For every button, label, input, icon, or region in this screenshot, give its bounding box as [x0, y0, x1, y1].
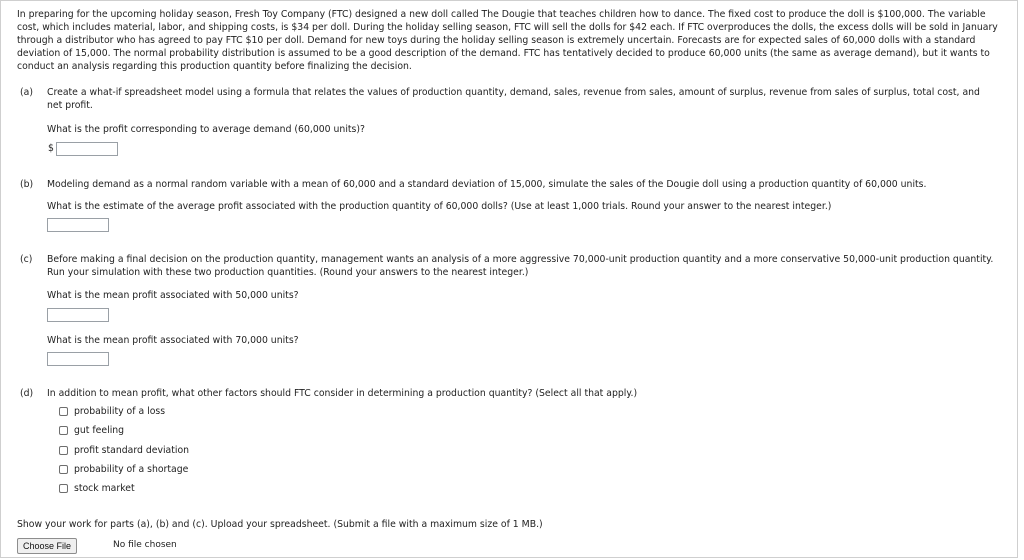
part-c-question-50000: What is the mean profit associated with 50,000 units?: [47, 290, 299, 301]
part-c: [20, 253, 1005, 279]
part-a-answer-input[interactable]: [56, 142, 118, 156]
upload-instructions: Show your work for parts (a), (b) and (c). Upload your spreadsheet. (Submit a file with a maximum size of 1 MB.): [17, 519, 543, 530]
part-d: [20, 387, 995, 400]
part-a-question: What is the profit corresponding to average demand (60,000 units)?: [47, 124, 365, 135]
part-a: [20, 86, 995, 112]
choose-file-button[interactable]: Choose File: [17, 538, 77, 554]
option-label: stock market: [74, 483, 135, 494]
currency-symbol: $: [48, 143, 54, 154]
checkbox[interactable]: [59, 484, 68, 493]
option-gut-feeling[interactable]: [59, 424, 124, 437]
part-c-text: Before making a final decision on the production quantity, management wants an analysis of a more aggressive 70,000-unit production quantity and a more conservative 50,000-unit production quantity. Run your simulation with these two production quantities. (Round your answers to the nearest integer.): [47, 254, 994, 278]
checkbox[interactable]: [59, 426, 68, 435]
part-c-answer-70000-input[interactable]: [47, 352, 109, 366]
part-d-letter: (d): [20, 388, 34, 399]
option-probability-of-loss[interactable]: [59, 405, 165, 418]
option-probability-of-shortage[interactable]: [59, 463, 188, 476]
option-label: profit standard deviation: [74, 445, 190, 456]
part-d-text: In addition to mean profit, what other factors should FTC consider in determining a production quantity? (Select all that apply.): [47, 388, 638, 399]
part-b-letter: (b): [20, 179, 34, 190]
part-b-text: Modeling demand as a normal random variable with a mean of 60,000 and a standard deviation of 15,000, simulate the sales of the Dougie doll using a production quantity of 60,000 units.: [47, 179, 927, 190]
checkbox[interactable]: [59, 446, 68, 455]
checkbox[interactable]: [59, 407, 68, 416]
part-b-answer-input[interactable]: [47, 218, 109, 232]
option-label: gut feeling: [74, 425, 125, 436]
option-label: probability of a loss: [74, 406, 166, 417]
option-profit-standard-deviation[interactable]: [59, 444, 189, 457]
part-c-question-70000: What is the mean profit associated with 70,000 units?: [47, 335, 299, 346]
option-stock-market[interactable]: [59, 482, 135, 495]
problem-statement: In preparing for the upcoming holiday season, Fresh Toy Company (FTC) designed a new doll called The Dougie that teaches children how to dance. The fixed cost to produce the doll is $100,000. The variable cost, which includes material, labor, and shipping costs, is $34 per doll. During the holiday selling season, FTC will sell the dolls for $42 each. If FTC overproduces the dolls, the excess dolls will be sold in January through a distributor who has agreed to pay FTC $10 per doll. Demand for new toys during the holiday selling season is extremely uncertain. Forecasts are for expected sales of 60,000 dolls with a standard deviation of 15,000. The normal probability distribution is assumed to be a good description of the demand. FTC has tentatively decided to produce 60,000 units (the same as average demand), but it wants to conduct an analysis regarding this production quantity before finalizing the decision.: [17, 9, 998, 72]
part-c-answer-50000-input[interactable]: [47, 308, 109, 322]
part-c-letter: (c): [20, 254, 33, 265]
part-a-letter: (a): [20, 87, 33, 98]
part-b: [20, 178, 995, 191]
file-status: No file chosen: [113, 540, 177, 550]
part-a-text: Create a what-if spreadsheet model using a formula that relates the values of production quantity, demand, sales, revenue from sales, amount of surplus, revenue from sales of surplus, total cost, and net profit.: [47, 87, 980, 111]
option-label: probability of a shortage: [74, 464, 189, 475]
part-b-question: What is the estimate of the average profit associated with the production quantity of 60,000 dolls? (Use at least 1,000 trials. Round your answer to the nearest integer.): [47, 201, 832, 212]
checkbox[interactable]: [59, 465, 68, 474]
